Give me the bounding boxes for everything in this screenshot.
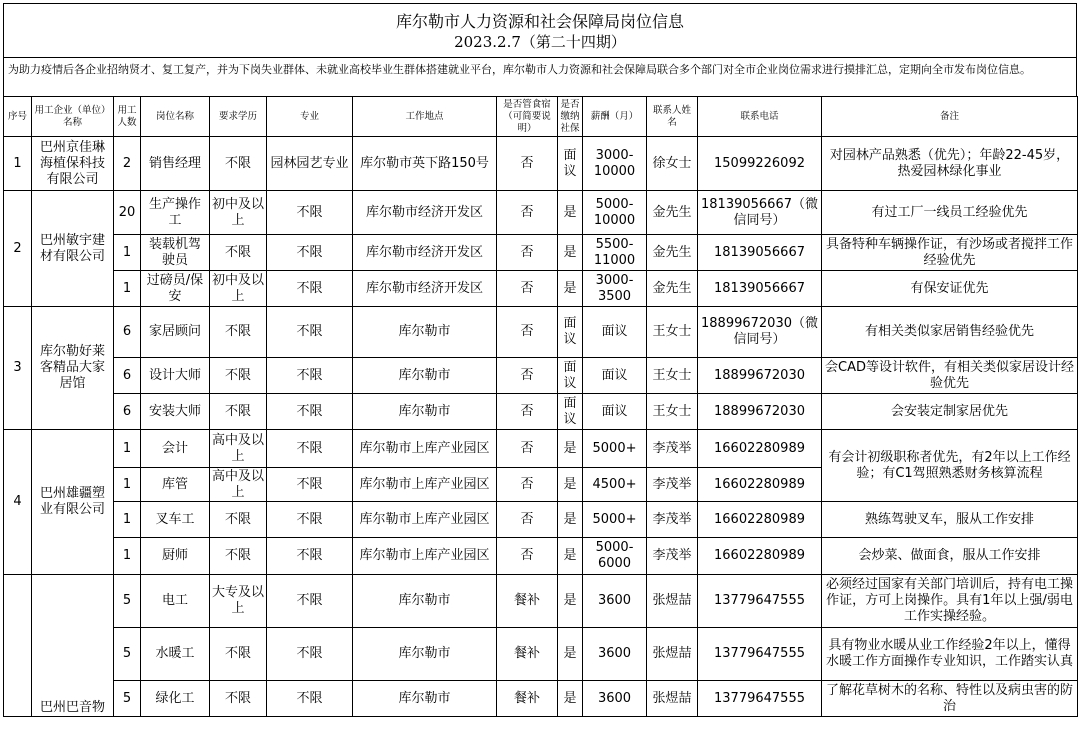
salary-cell: 3600 xyxy=(583,628,647,681)
contact-cell: 王女士 xyxy=(647,307,698,358)
header-row xyxy=(4,97,1078,137)
location-cell: 库尔勒市 xyxy=(353,575,497,628)
note-cell: 必须经过国家有关部门培训后，持有电工操作证，方可上岗操作。具有1年以上强/弱电工作实操经验。 xyxy=(822,575,1078,628)
note-cell: 会炒菜、做面食，服从工作安排 xyxy=(822,538,1078,575)
education-cell: 不限 xyxy=(210,681,267,717)
phone-cell: 16602280989 xyxy=(698,538,822,575)
phone-cell: 18899672030（微信同号） xyxy=(698,307,822,358)
contact-cell: 徐女士 xyxy=(647,137,698,191)
education-cell: 不限 xyxy=(210,394,267,430)
major-cell: 不限 xyxy=(267,191,353,235)
note-cell: 会CAD等设计软件，有相关类似家居设计经验优先 xyxy=(822,358,1078,394)
count-cell: 1 xyxy=(114,235,141,271)
contact-cell: 张煜喆 xyxy=(647,628,698,681)
location-cell: 库尔勒市 xyxy=(353,358,497,394)
note-cell: 有过工厂一线员工经验优先 xyxy=(822,191,1078,235)
phone-cell: 16602280989 xyxy=(698,468,822,502)
seq-cell xyxy=(4,575,32,717)
note-cell: 有会计初级职称者优先，有2年以上工作经验；有C1驾照熟悉财务核算流程 xyxy=(822,430,1078,502)
position-cell: 水暖工 xyxy=(141,628,210,681)
education-cell: 不限 xyxy=(210,137,267,191)
col-header-board: 是否管食宿（可简要说明） xyxy=(497,97,558,137)
contact-cell: 李茂举 xyxy=(647,430,698,468)
major-cell: 不限 xyxy=(267,575,353,628)
count-cell: 5 xyxy=(114,575,141,628)
col-header-company: 用工企业（单位）名称 xyxy=(32,97,114,137)
education-cell: 不限 xyxy=(210,628,267,681)
education-cell: 初中及以上 xyxy=(210,191,267,235)
count-cell: 1 xyxy=(114,502,141,538)
contact-cell: 王女士 xyxy=(647,394,698,430)
count-cell: 5 xyxy=(114,628,141,681)
insurance-cell: 是 xyxy=(558,271,583,307)
count-cell: 6 xyxy=(114,307,141,358)
insurance-cell: 是 xyxy=(558,191,583,235)
phone-cell: 13779647555 xyxy=(698,575,822,628)
position-cell: 电工 xyxy=(141,575,210,628)
note-cell: 对园林产品熟悉（优先）；年龄22-45岁，热爱园林绿化事业 xyxy=(822,137,1078,191)
board-cell: 否 xyxy=(497,538,558,575)
contact-cell: 李茂举 xyxy=(647,538,698,575)
contact-cell: 张煜喆 xyxy=(647,681,698,717)
insurance-cell: 面议 xyxy=(558,394,583,430)
note-cell: 有相关类似家居销售经验优先 xyxy=(822,307,1078,358)
location-cell: 库尔勒市 xyxy=(353,681,497,717)
board-cell: 否 xyxy=(497,191,558,235)
position-cell: 厨师 xyxy=(141,538,210,575)
table-row xyxy=(4,575,1078,628)
contact-cell: 李茂举 xyxy=(647,502,698,538)
major-cell: 不限 xyxy=(267,468,353,502)
education-cell: 不限 xyxy=(210,502,267,538)
location-cell: 库尔勒市英下路150号 xyxy=(353,137,497,191)
major-cell: 不限 xyxy=(267,628,353,681)
table-row xyxy=(4,502,1078,538)
col-header-phone: 联系电话 xyxy=(698,97,822,137)
education-cell: 不限 xyxy=(210,358,267,394)
company-cell: 巴州京佳琳海植保科技有限公司 xyxy=(32,137,114,191)
contact-cell: 金先生 xyxy=(647,191,698,235)
position-cell: 叉车工 xyxy=(141,502,210,538)
company-cell: 库尔勒好莱客精品大家居馆 xyxy=(32,307,114,430)
table-row xyxy=(4,628,1078,681)
count-cell: 5 xyxy=(114,681,141,717)
issue-date: 2023.2.7（第二十四期） xyxy=(454,33,626,51)
board-cell: 餐补 xyxy=(497,681,558,717)
location-cell: 库尔勒市 xyxy=(353,394,497,430)
phone-cell: 16602280989 xyxy=(698,502,822,538)
table-row xyxy=(4,430,1078,468)
title-block xyxy=(3,3,1077,58)
contact-cell: 李茂举 xyxy=(647,468,698,502)
col-header-count: 用工人数 xyxy=(114,97,141,137)
phone-cell: 18899672030 xyxy=(698,358,822,394)
col-header-insurance: 是否缴纳社保 xyxy=(558,97,583,137)
salary-cell: 5000+ xyxy=(583,430,647,468)
position-cell: 安装大师 xyxy=(141,394,210,430)
salary-cell: 3000-10000 xyxy=(583,137,647,191)
count-cell: 6 xyxy=(114,358,141,394)
job-table xyxy=(3,96,1078,717)
page-title: 库尔勒市人力资源和社会保障局岗位信息 xyxy=(395,12,684,31)
col-header-location: 工作地点 xyxy=(353,97,497,137)
col-header-contact: 联系人姓名 xyxy=(647,97,698,137)
position-cell: 会计 xyxy=(141,430,210,468)
table-row xyxy=(4,307,1078,358)
table-row xyxy=(4,394,1078,430)
note-cell: 具备特种车辆操作证，有沙场或者搅拌工作经验优先 xyxy=(822,235,1078,271)
count-cell: 1 xyxy=(114,538,141,575)
note-cell: 具有物业水暖从业工作经验2年以上，懂得水暖工作方面操作专业知识，工作踏实认真 xyxy=(822,628,1078,681)
board-cell: 否 xyxy=(497,271,558,307)
contact-cell: 张煜喆 xyxy=(647,575,698,628)
col-header-major: 专业 xyxy=(267,97,353,137)
table-row xyxy=(4,681,1078,717)
position-cell: 过磅员/保安 xyxy=(141,271,210,307)
education-cell: 大专及以上 xyxy=(210,575,267,628)
phone-cell: 18139056667 xyxy=(698,235,822,271)
salary-cell: 5000+ xyxy=(583,502,647,538)
table-row xyxy=(4,358,1078,394)
major-cell: 园林园艺专业 xyxy=(267,137,353,191)
education-cell: 不限 xyxy=(210,307,267,358)
location-cell: 库尔勒市上库产业园区 xyxy=(353,502,497,538)
salary-cell: 面议 xyxy=(583,394,647,430)
note-cell: 有保安证优先 xyxy=(822,271,1078,307)
position-cell: 库管 xyxy=(141,468,210,502)
education-cell: 不限 xyxy=(210,538,267,575)
company-cell: 巴州巴音物 xyxy=(32,575,114,717)
education-cell: 初中及以上 xyxy=(210,271,267,307)
intro-text: 为助力疫情后各企业招纳贤才、复工复产，并为下岗失业群体、未就业高校毕业生群体搭建就业平台，库尔勒市人力资源和社会保障局联合多个部门对全市企业岗位需求进行摸排汇总，定期向全市发布岗位信息。 xyxy=(3,58,1077,96)
seq-cell: 4 xyxy=(4,430,32,575)
table-row xyxy=(4,538,1078,575)
seq-cell: 2 xyxy=(4,191,32,307)
education-cell: 高中及以上 xyxy=(210,430,267,468)
seq-cell: 1 xyxy=(4,137,32,191)
location-cell: 库尔勒市经济开发区 xyxy=(353,235,497,271)
phone-cell: 13779647555 xyxy=(698,628,822,681)
insurance-cell: 是 xyxy=(558,502,583,538)
count-cell: 20 xyxy=(114,191,141,235)
board-cell: 否 xyxy=(497,358,558,394)
count-cell: 1 xyxy=(114,468,141,502)
salary-cell: 面议 xyxy=(583,358,647,394)
col-header-education: 要求学历 xyxy=(210,97,267,137)
education-cell: 不限 xyxy=(210,235,267,271)
major-cell: 不限 xyxy=(267,358,353,394)
col-header-salary: 薪酬（月） xyxy=(583,97,647,137)
count-cell: 1 xyxy=(114,430,141,468)
position-cell: 绿化工 xyxy=(141,681,210,717)
salary-cell: 3600 xyxy=(583,575,647,628)
salary-cell: 4500+ xyxy=(583,468,647,502)
board-cell: 否 xyxy=(497,468,558,502)
insurance-cell: 是 xyxy=(558,628,583,681)
insurance-cell: 面议 xyxy=(558,307,583,358)
major-cell: 不限 xyxy=(267,681,353,717)
location-cell: 库尔勒市上库产业园区 xyxy=(353,538,497,575)
phone-cell: 16602280989 xyxy=(698,430,822,468)
col-header-position: 岗位名称 xyxy=(141,97,210,137)
phone-cell: 15099226092 xyxy=(698,137,822,191)
salary-cell: 5000-10000 xyxy=(583,191,647,235)
note-cell: 熟练驾驶叉车，服从工作安排 xyxy=(822,502,1078,538)
salary-cell: 3000-3500 xyxy=(583,271,647,307)
location-cell: 库尔勒市经济开发区 xyxy=(353,191,497,235)
major-cell: 不限 xyxy=(267,307,353,358)
board-cell: 否 xyxy=(497,394,558,430)
position-cell: 装载机驾驶员 xyxy=(141,235,210,271)
count-cell: 2 xyxy=(114,137,141,191)
board-cell: 否 xyxy=(497,430,558,468)
salary-cell: 5500-11000 xyxy=(583,235,647,271)
table-row xyxy=(4,271,1078,307)
phone-cell: 18899672030 xyxy=(698,394,822,430)
phone-cell: 13779647555 xyxy=(698,681,822,717)
note-cell: 了解花草树木的名称、特性以及病虫害的防治 xyxy=(822,681,1078,717)
major-cell: 不限 xyxy=(267,502,353,538)
major-cell: 不限 xyxy=(267,235,353,271)
position-cell: 销售经理 xyxy=(141,137,210,191)
board-cell: 否 xyxy=(497,137,558,191)
salary-cell: 3600 xyxy=(583,681,647,717)
contact-cell: 王女士 xyxy=(647,358,698,394)
position-cell: 设计大师 xyxy=(141,358,210,394)
position-cell: 生产操作工 xyxy=(141,191,210,235)
insurance-cell: 是 xyxy=(558,430,583,468)
insurance-cell: 面议 xyxy=(558,137,583,191)
board-cell: 餐补 xyxy=(497,628,558,681)
education-cell: 高中及以上 xyxy=(210,468,267,502)
count-cell: 1 xyxy=(114,271,141,307)
board-cell: 否 xyxy=(497,502,558,538)
insurance-cell: 是 xyxy=(558,681,583,717)
insurance-cell: 面议 xyxy=(558,358,583,394)
contact-cell: 金先生 xyxy=(647,235,698,271)
insurance-cell: 是 xyxy=(558,468,583,502)
salary-cell: 5000-6000 xyxy=(583,538,647,575)
salary-cell: 面议 xyxy=(583,307,647,358)
major-cell: 不限 xyxy=(267,394,353,430)
contact-cell: 金先生 xyxy=(647,271,698,307)
location-cell: 库尔勒市 xyxy=(353,628,497,681)
position-cell: 家居顾问 xyxy=(141,307,210,358)
board-cell: 餐补 xyxy=(497,575,558,628)
insurance-cell: 是 xyxy=(558,538,583,575)
company-cell: 巴州敏宇建材有限公司 xyxy=(32,191,114,307)
company-cell: 巴州雄疆塑业有限公司 xyxy=(32,430,114,575)
insurance-cell: 是 xyxy=(558,235,583,271)
insurance-cell: 是 xyxy=(558,575,583,628)
location-cell: 库尔勒市 xyxy=(353,307,497,358)
note-cell: 会安装定制家居优先 xyxy=(822,394,1078,430)
location-cell: 库尔勒市上库产业园区 xyxy=(353,430,497,468)
col-header-note: 备注 xyxy=(822,97,1078,137)
location-cell: 库尔勒市经济开发区 xyxy=(353,271,497,307)
table-row xyxy=(4,137,1078,191)
phone-cell: 18139056667（微信同号） xyxy=(698,191,822,235)
major-cell: 不限 xyxy=(267,271,353,307)
board-cell: 否 xyxy=(497,307,558,358)
count-cell: 6 xyxy=(114,394,141,430)
col-header-seq: 序号 xyxy=(4,97,32,137)
major-cell: 不限 xyxy=(267,538,353,575)
board-cell: 否 xyxy=(497,235,558,271)
table-row xyxy=(4,235,1078,271)
phone-cell: 18139056667 xyxy=(698,271,822,307)
table-row xyxy=(4,191,1078,235)
location-cell: 库尔勒市上库产业园区 xyxy=(353,468,497,502)
major-cell: 不限 xyxy=(267,430,353,468)
seq-cell: 3 xyxy=(4,307,32,430)
